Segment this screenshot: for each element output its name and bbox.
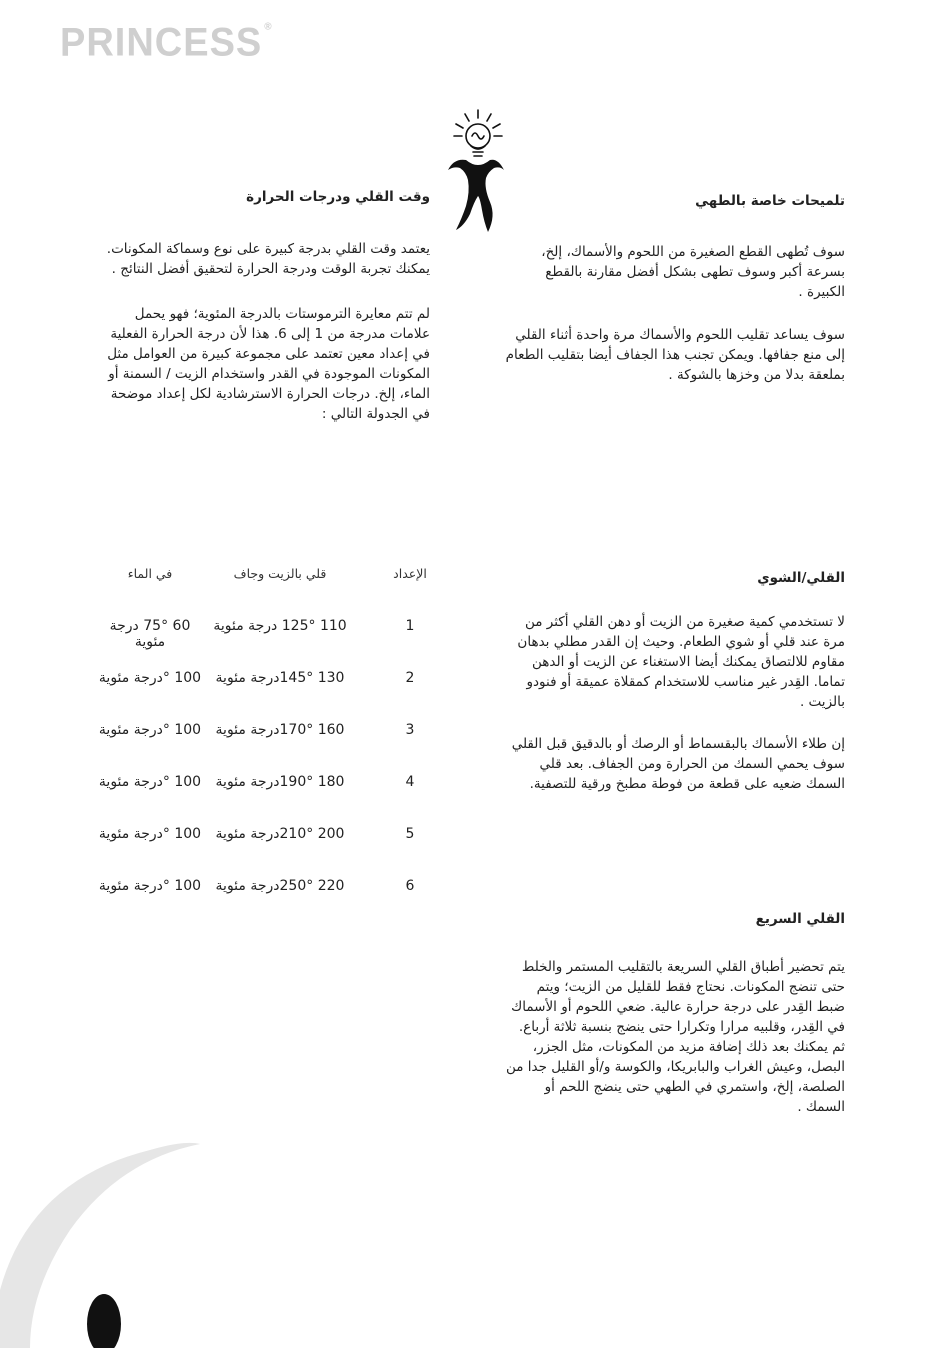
cooking-tips-section xyxy=(505,193,845,385)
frying-grilling-section xyxy=(505,570,845,794)
water-cell: 100 °درجة مئوية xyxy=(98,670,202,686)
oil-dry-cell: 220 250°درجة مئوية xyxy=(215,878,345,894)
cooking-tips-heading: تلميحات خاصة بالطهي xyxy=(695,193,845,209)
setting-cell: 6 xyxy=(405,878,415,894)
frying-time-paragraph-1: يعتمد وقت القلي بدرجة كبيرة على نوع وسماكة المكونات. يمكنك تجربة الوقت ودرجة الحرارة لتحقيق أفضل النتائج . xyxy=(106,241,430,277)
header-oil-dry: قلي بالزيت وجاف xyxy=(233,566,327,581)
setting-cell: 3 xyxy=(405,722,415,738)
water-cell: 100 °درجة مئوية xyxy=(98,722,202,738)
oil-dry-cell: 110 125° درجة مئوية xyxy=(213,618,347,634)
water-cell: 100 °درجة مئوية xyxy=(98,826,202,842)
setting-cell: 4 xyxy=(405,774,415,790)
frying-time-paragraph-2: لم تتم معايرة الترموستات بالدرجة المئوية؛ فهو يحمل علامات مدرجة من 1 إلى 6. هذا لأن درجة الحرارة الفعلية في إعداد معين تعتمد على مجموعة كبيرة من العوامل مثل المكونات الموجودة في القدر واستخدام الزيت / السمنة أو الماء، إلخ. درجات الحرارة الاسترشادية لكل إعداد موضحة في الجدولة التالي : xyxy=(107,306,430,422)
page-marker-oval xyxy=(87,1294,121,1348)
table-row xyxy=(100,878,430,898)
table-row xyxy=(100,618,430,650)
water-cell: 100 °درجة مئوية xyxy=(98,878,202,894)
oil-dry-cell: 160 170°درجة مئوية xyxy=(215,722,345,738)
logo-text: PRINCESS xyxy=(60,20,263,66)
setting-cell: 1 xyxy=(405,618,415,634)
cooking-tips-paragraph-1: سوف تُطهى القطع الصغيرة من اللحوم والأسماك، إلخ، بسرعة أكبر وسوف تطهى بشكل أفضل مقارنة بالقطع الكبيرة . xyxy=(541,244,845,300)
stir-fry-heading: القلي السريع xyxy=(755,911,845,927)
temperature-table xyxy=(100,566,430,898)
table-header-row xyxy=(100,566,430,586)
oil-dry-cell: 130 145°درجة مئوية xyxy=(215,670,345,686)
frying-grilling-paragraph-2: إن طلاء الأسماك بالبقسماط أو الرصك أو بالدقيق قبل القلي سوف يحمي السمك من الحرارة ومن الجفاف. بعد قلي السمك ضعيه على قطعة من فوطة مطبخ ورقية للتصفية. xyxy=(511,736,845,792)
water-cell: 60 75° درجة مئوية xyxy=(109,618,191,650)
princess-logo xyxy=(60,21,273,66)
swoosh-decoration xyxy=(0,1140,200,1348)
frying-time-section xyxy=(100,189,430,424)
frying-grilling-heading: القلي/الشوي xyxy=(757,570,845,586)
table-row xyxy=(100,670,430,690)
frying-time-heading: وقت القلي ودرجات الحرارة xyxy=(246,189,430,205)
stir-fry-paragraph: يتم تحضير أطباق القلي السريعة بالتقليب المستمر والخلط حتى تنضج المكونات. نحتاج فقط للقليل من الزيت؛ ويتم ضبط القِدر على درجة حرارة عالية. ضعي اللحوم أو الأسماك في القِدر، وقلبيه مرارا وتكرارا حتى ينضج بنسبة ثلاثة أرباع. ثم يمكنك بعد ذلك إضافة مزيد من المكونات، مثل الجزر، البصل، وعيش الغراب والبابريكا، والكوسة و/أو القليل جدا من الصلصة، إلخ، واستمري في الطهي حتى ينضج اللحم أو السمك . xyxy=(505,959,845,1115)
frying-grilling-paragraph-1: لا تستخدمي كمية صغيرة من الزيت أو دهن القلي أكثر من مرة عند قلي أو شوي الطعام. وحيث إن القدر مطلي بدهان مقاوم للالتصاق يمكنك أيضا الاستغناء عن الزيت أو الدهن تماما. القِدر غير مناسب للاستخدام كمقلاة عميقة أو فنودو بالزيت . xyxy=(517,614,845,710)
water-cell: 100 °درجة مئوية xyxy=(98,774,202,790)
table-row xyxy=(100,722,430,742)
setting-cell: 2 xyxy=(405,670,415,686)
setting-cell: 5 xyxy=(405,826,415,842)
registered-mark: ® xyxy=(264,20,273,33)
table-row xyxy=(100,826,430,846)
oil-dry-cell: 200 210°درجة مئوية xyxy=(215,826,345,842)
table-row xyxy=(100,774,430,794)
header-water: في الماء xyxy=(127,566,173,581)
stir-fry-section xyxy=(505,911,845,1117)
oil-dry-cell: 180 190°درجة مئوية xyxy=(215,774,345,790)
header-setting: الإعداد xyxy=(393,566,427,581)
cooking-tips-paragraph-2: سوف يساعد تقليب اللحوم والأسماك مرة واحدة أثناء القلي إلى منع جفافها. ويمكن تجنب هذا الجفاف أيضا بتقليب الطعام بملعقة بدلا من وخزها بالشوكة . xyxy=(505,327,845,383)
